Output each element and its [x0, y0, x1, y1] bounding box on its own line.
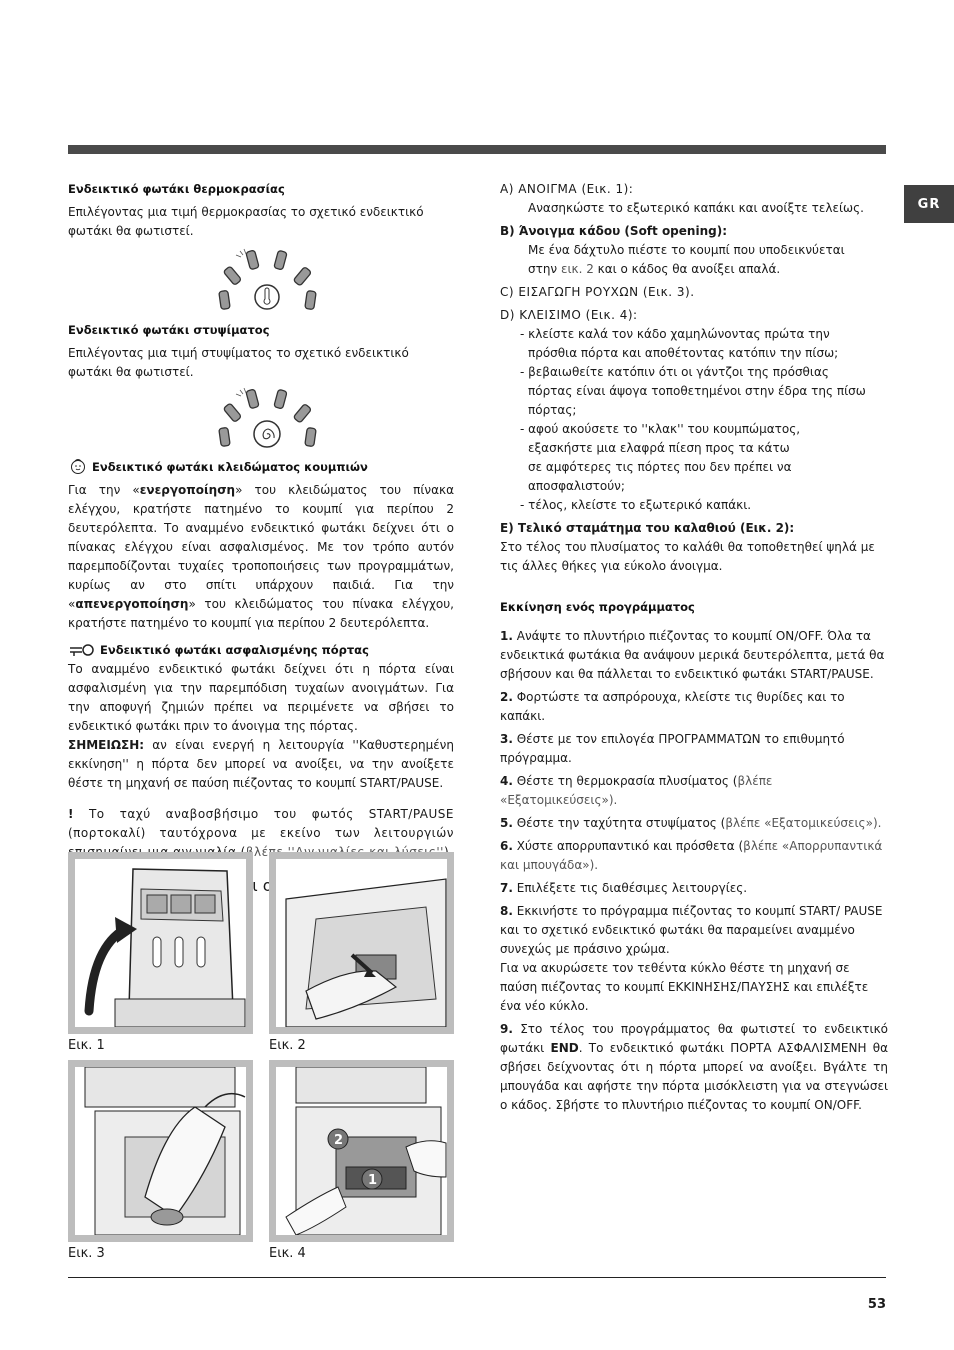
- step-d-item: εξασκήστε μια ελαφρά πίεση προς τα κάτω: [528, 441, 790, 455]
- figure-1: [68, 852, 253, 1034]
- figure-4: [269, 1060, 454, 1242]
- program-step: 5. Θέστε την ταχύτητα στυψίματος (βλέπε «Εξατομικεύσεις»).: [500, 816, 882, 830]
- left-column: [68, 180, 454, 905]
- step-d-item: πρόσθια πόρτα και αποθέτοντας κατόπιν την πίσω;: [528, 346, 839, 360]
- step-d-item: - αφού ακούσετε το ''κλακ'' του κουμπώματος,: [520, 422, 801, 436]
- step-e-text: Στο τέλος του πλυσίματος το καλάθι θα τοποθετηθεί ψηλά με τις άλλες θήκες για εύκολο άνοιγμα.: [500, 540, 875, 573]
- step-b-text2: στην εικ. 2 και ο κάδος θα ανοίξει απαλά.: [528, 262, 781, 276]
- temperature-dial-icon: [218, 247, 318, 319]
- right-column: [500, 180, 888, 1119]
- header-bar: [68, 145, 886, 154]
- warning-text: ! Το ταχύ αναβοσβήσιμο του φωτός START/PAUSE (πορτοκαλί) ταυτόχρονα με εκείνο των λειτουργιών βλέπε: [68, 807, 454, 859]
- step-c-title: C) ΕΙΣΑΓΩΓΗ ΡΟΥΧΩΝ (Εικ. 3).: [500, 285, 695, 299]
- section-title: ο: [262, 876, 273, 895]
- figure-3: [68, 1060, 253, 1242]
- figure-3-caption: Εικ. 3: [68, 1246, 105, 1261]
- step-d-title: D) ΚΛΕΙΣΙΜΟ (Εικ. 4):: [500, 308, 638, 322]
- door-heading-row: [68, 641, 454, 660]
- footer-rule: [68, 1277, 886, 1278]
- figure-2: [269, 852, 454, 1034]
- step-a-text: Ανασηκώστε το εξωτερικό καπάκι και ανοίξτε τελείως.: [528, 201, 864, 215]
- program-step: 8. Εκκινήστε το πρόγραμμα πιέζοντας το κουμπί START/ PAUSE και το σχετικό ενδεικτικό φωτάκι θα παραμείνει αναμμένο συνεχώς με πράσινο χρώμα.: [500, 904, 883, 956]
- lock-heading-row: [68, 458, 454, 477]
- drum-button-illustration: [276, 859, 447, 1027]
- door-text: Το αναμμένο ενδεικτικό φωτάκι δείχνει ότι η πόρτα είναι ασφαλισμένη για την παρεμπόδιση τυχαίων ανοιγμάτων. Για την αποφυγή ζημιών πρέπει να περιμένετε να σβήσει το ενδεικτικό φωτάκι πριν το άνοιγμα της πόρτας.: [68, 662, 454, 733]
- loading-laundry-illustration: [75, 1067, 246, 1235]
- language-tab: GR: [904, 185, 954, 223]
- lock-text: Για την «ενεργοποίηση» του κλειδώματος του πίνακα ελέγχου, κρατήστε πατημένο το κουμπί για περίπου 2 δευτερόλεπτα. Το αναμμένο ενδεικτικό φωτάκι δείχνει ότι ο πίνακας ελέγχου είναι ασφαλισμένος. Με τον τρόπο αυτόν παρεμποδίζονται τυχαίες τροποποιήσεις των προγραμμάτων, κυρίως αν στο σπίτι υπάρχουν παιδιά. Για την «απενεργοποίηση» του κλειδώματος του πίνακα ελέγχου, κρατήστε πατημένο το κουμπί για περίπου 2 δευτερόλεπτα.: [68, 483, 454, 630]
- fig4-marker-1: 1: [368, 1173, 378, 1188]
- program-step: 6. Χύστε απορρυπαντικό και πρόσθετα (βλέπε «Απορρυπαντικά και μπουγάδα»).: [500, 839, 883, 872]
- spin-dial-icon: [218, 388, 318, 456]
- step-d-item: - τέλος, κλείστε το εξωτερικό καπάκι.: [520, 498, 752, 512]
- step-b-title: B) Άνοιγμα κάδου (Soft opening):: [500, 224, 727, 238]
- program-step: 7. Επιλέξετε τις διαθέσιμες λειτουργίες.: [500, 881, 748, 895]
- fig4-marker-2: 2: [334, 1133, 344, 1148]
- program-step: 4. Θέστε τη θερμοκρασία πλυσίματος (βλέπε «Εξατομικεύσεις»).: [500, 774, 773, 807]
- door-heading: Ενδεικτικό φωτάκι ασφαλισμένης πόρτας: [100, 643, 369, 657]
- figure-2-caption: Εικ. 2: [269, 1038, 306, 1053]
- temp-heading: Ενδεικτικό φωτάκι θερμοκρασίας: [68, 182, 285, 196]
- step-d-item: σε αμφότερες τις πόρτες που δεν πρέπει να: [528, 460, 792, 474]
- program-step: 3. Θέστε με τον επιλογέα ΠΡΟΓΡΑΜΜΑΤΩΝ το επιθυμητό πρόγραμμα.: [500, 732, 845, 765]
- step-d-item: - βεβαιωθείτε κατόπιν ότι οι γάντζοι της πρόσθιας: [520, 365, 829, 379]
- page-number: 53: [867, 1297, 886, 1312]
- spin-text: Επιλέγοντας μια τιμή στυψίματος το σχετικό ενδεικτικό φωτάκι θα φωτιστεί.: [68, 346, 409, 379]
- start-program-heading: Εκκίνηση ενός προγράμματος: [500, 600, 695, 614]
- step-d-item: πόρτας;: [528, 403, 577, 417]
- figures-grid: [68, 852, 454, 1261]
- door-note: ΣΗΜΕΙΩΣΗ: αν είναι ενεργή η λειτουργία ''Καθυστερημένη εκκίνηση'' η πόρτα δεν μπορεί να ανοίξει, να την ανοίξετε θέστε τη μηχανή σε παύση πιέζοντας το κουμπί START/PAUSE.: [68, 738, 454, 790]
- figure-1-caption: Εικ. 1: [68, 1038, 105, 1053]
- program-step: 1. Ανάψτε το πλυντήριο πιέζοντας το κουμπί ON/OFF. Όλα τα ενδεικτικά φωτάκια θα ανάψουν μερικά δευτερόλεπτα, μετά θα σβήσουν και θα πάλλεται το ενδεικτικό φωτάκι START/PAUSE.: [500, 629, 885, 681]
- step-d-item: - κλείστε καλά τον κάδο χαμηλώνοντας πρώτα την: [520, 327, 830, 341]
- door-lock-key-icon: [68, 643, 96, 657]
- program-step-9: 9. Στο τέλος του προγράμματος θα φωτιστεί το ενδεικτικό φωτάκι END. Το ενδεικτικό φωτάκι ΠΟΡΤΑ ΑΣΦΑΛΙΣΜΕΝΗ θα σβήσει δείχνοντας ότι η πόρτα μπορεί να ανοίξει. Βγάλτε τη μπουγάδα και αφήστε την πόρτα μισόκλειστη για να στεγνώσει ο κάδος. Σβήστε το πλυντήριο πιέζοντας το κουμπί ON/OFF.: [500, 1022, 889, 1112]
- step-d-item: αποσφαλιστούν;: [528, 479, 625, 493]
- figure-4-caption: Εικ. 4: [269, 1246, 306, 1261]
- step-a-title: A) ΑΝΟΙΓΜΑ (Εικ. 1):: [500, 182, 634, 196]
- program-step: 2. Φορτώστε τα ασπρόρουχα, κλείστε τις θυρίδες και το καπάκι.: [500, 690, 845, 723]
- child-lock-icon: [68, 458, 88, 474]
- lock-heading: Ενδεικτικό φωτάκι κλειδώματος κουμπιών: [92, 460, 368, 474]
- washer-lid-open-illustration: [75, 859, 246, 1027]
- closing-drum-illustration: [276, 1067, 447, 1235]
- step-d-item: πόρτας είναι άψογα τοποθετημένοι στην έδρα της πίσω: [528, 384, 866, 398]
- spin-heading: Ενδεικτικό φωτάκι στυψίματος: [68, 323, 270, 337]
- program-steps-list: [500, 627, 888, 1115]
- step-b-text1: Με ένα δάχτυλο πιέστε το κουμπί που υποδεικνύεται: [528, 243, 845, 257]
- step-e-title: E) Τελικό σταμάτημα του καλαθιού (Εικ. 2):: [500, 521, 795, 535]
- cancel-cycle-text: Για να ακυρώσετε τον τεθέντα κύκλο θέστε τη μηχανή σε παύση πιέζοντας το κουμπί ΕΚΚΙΝΗΣΗΣ/ΠΑΥΣΗΣ και επιλέξτε ένα νέο κύκλο.: [500, 961, 869, 1013]
- temp-text: Επιλέγοντας μια τιμή θερμοκρασίας το σχετικό ενδεικτικό φωτάκι θα φωτιστεί.: [68, 205, 424, 238]
